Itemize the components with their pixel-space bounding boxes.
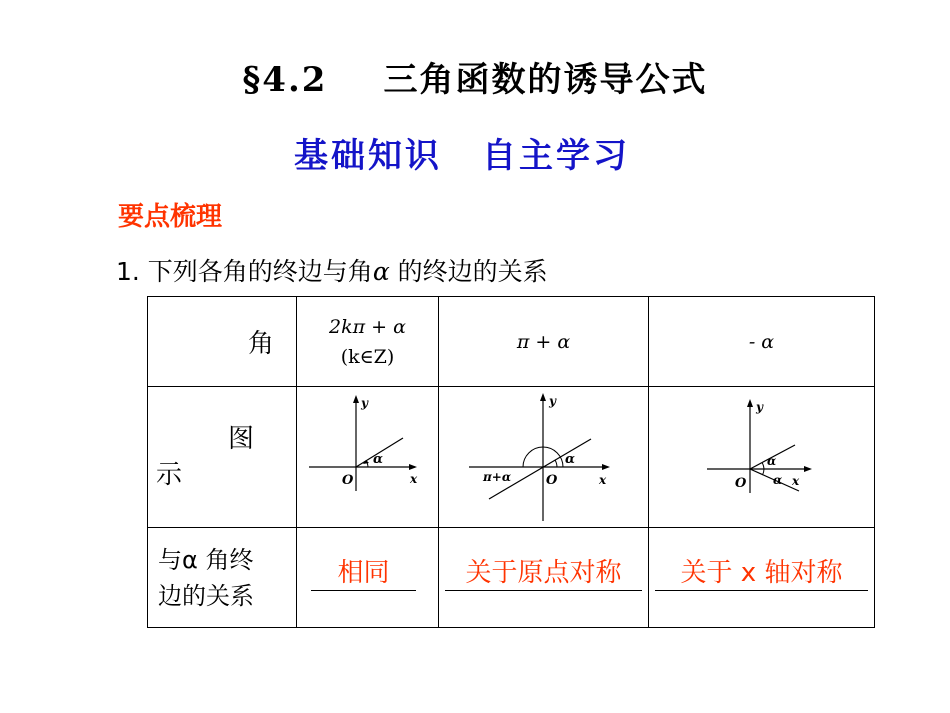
x-arrow — [602, 464, 610, 470]
y-label: y — [549, 394, 556, 408]
figure-neg-alpha-diagram — [649, 387, 874, 527]
item-1-prefix: 1. 下列各角的终边与角 — [116, 257, 373, 286]
figure-pi-plus-diagram — [439, 387, 648, 527]
row-label-relation-line1: 与α 角终 — [158, 545, 254, 574]
answer-same: 相同 — [311, 556, 416, 591]
y-arrow — [747, 399, 753, 407]
alpha-label: α — [565, 452, 576, 467]
row-label-angle: 角 — [148, 297, 297, 387]
row-label-figure-a: 图 — [228, 424, 255, 454]
y-arrow — [540, 393, 546, 401]
x-label: x — [599, 473, 607, 487]
y-arrow — [353, 395, 359, 403]
table-row-figure — [148, 387, 875, 528]
neg-alpha-label: α — [773, 473, 783, 487]
alpha-label: α — [767, 454, 777, 468]
alpha-arc — [762, 463, 764, 470]
page-title — [0, 52, 950, 101]
title-section-number: §4.2 — [242, 60, 328, 100]
cell-relation-3 — [649, 528, 875, 628]
terminal-line — [489, 439, 591, 499]
subtitle — [0, 128, 924, 177]
x-arrow — [804, 466, 812, 472]
relation-table — [147, 296, 875, 628]
item-1-alpha: α — [372, 257, 390, 286]
x-arrow — [409, 464, 417, 470]
x-label: x — [410, 472, 418, 486]
answer-origin-symmetric: 关于原点对称 — [445, 556, 642, 591]
cell-relation-1 — [297, 528, 439, 628]
origin-label: O — [342, 473, 354, 488]
neg-alpha-arc — [763, 469, 765, 475]
y-label: y — [756, 400, 763, 414]
x-label: x — [792, 474, 800, 488]
table-row-angle — [148, 297, 875, 387]
cell-angle-2kpi-line2: (k∈Z) — [340, 345, 395, 368]
row-label-figure-b: 示 — [156, 460, 183, 490]
section-heading: 要点梳理 — [118, 202, 223, 232]
cell-figure-2 — [439, 387, 649, 528]
subtitle-right: 自主学习 — [482, 136, 630, 176]
alpha-label: α — [373, 452, 384, 467]
figure-2kpi-diagram — [297, 387, 438, 527]
cell-figure-1 — [297, 387, 439, 528]
item-1 — [116, 252, 548, 288]
subtitle-left: 基础知识 — [294, 136, 442, 176]
alpha-arc — [555, 460, 557, 467]
row-label-figure — [148, 387, 297, 528]
cell-relation-2 — [439, 528, 649, 628]
origin-label: O — [546, 473, 558, 488]
row-label-relation-line2: 边的关系 — [158, 581, 254, 610]
cell-angle-2kpi — [297, 297, 439, 387]
title-text: 三角函数的诱导公式 — [383, 60, 708, 100]
y-label: y — [361, 396, 368, 410]
cell-figure-3 — [649, 387, 875, 528]
answer-x-axis-symmetric: 关于 x 轴对称 — [655, 556, 868, 591]
table-row-relation — [148, 528, 875, 628]
cell-angle-pi-plus: π + α — [439, 297, 649, 387]
cell-angle-2kpi-line1: 2kπ + α — [329, 315, 406, 338]
origin-label: O — [735, 476, 747, 491]
pi-plus-alpha-label: π+α — [483, 470, 512, 484]
item-1-suffix: 的终边的关系 — [389, 257, 548, 286]
cell-angle-neg: - α — [649, 297, 875, 387]
row-label-relation — [148, 528, 297, 628]
